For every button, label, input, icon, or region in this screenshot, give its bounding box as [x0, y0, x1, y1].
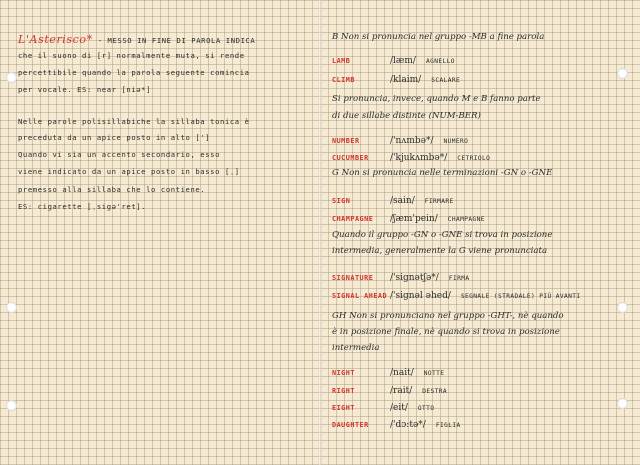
italian-translation: NOTTE — [423, 370, 445, 377]
right-page — [332, 0, 622, 465]
italian-translation: DESTRA — [422, 388, 447, 395]
ipa-transcription: /rait/ — [390, 386, 413, 396]
english-word: LAMB — [332, 57, 351, 65]
note-line — [18, 34, 255, 45]
word-row — [332, 130, 468, 146]
word-row — [332, 50, 455, 66]
english-word: CHAMPAGNE — [332, 215, 374, 223]
italian-translation: NUMERO — [443, 138, 469, 145]
ipa-transcription: /'signətʃə*/ — [390, 273, 439, 283]
english-word: SIGNATURE — [332, 274, 374, 282]
word-row — [332, 397, 434, 413]
ipa-transcription: /ʃæm'pein/ — [390, 214, 438, 224]
italian-translation: FIGLIA — [435, 422, 461, 429]
rule-heading: B Non si pronuncia nel gruppo -MB a fine parola — [332, 32, 545, 42]
word-row — [332, 380, 447, 396]
italian-translation: FIRMA — [448, 275, 470, 282]
word-row — [332, 208, 485, 224]
rule-heading: G Non si pronuncia nelle terminazioni -GN o -GNE — [332, 168, 553, 178]
note-text: - MESSO IN FINE DI PAROLA INDICA — [92, 36, 256, 45]
word-row — [332, 267, 469, 283]
rule-heading: Si pronuncia, invece, quando M e B fanno parte — [332, 94, 541, 104]
english-word: CUCUMBER — [332, 154, 369, 162]
note-line: Quando vi sia un accento secondario, esso — [18, 150, 221, 159]
word-row — [332, 414, 461, 430]
italian-translation: OTTO — [417, 405, 435, 412]
word-row — [332, 69, 460, 85]
english-word: RIGHT — [332, 387, 355, 395]
note-line: premesso alla sillaba che lo contiene. — [18, 185, 206, 194]
italian-translation: SCALARE — [431, 77, 461, 84]
italian-translation: CETRIOLO — [457, 155, 491, 162]
english-word: DAUGHTER — [332, 421, 369, 429]
note-line: percettibile quando la parola seguente comincia — [18, 68, 250, 77]
note-line: ES: cigarette [ˌsigə'ret]. — [18, 202, 147, 211]
note-line: preceduta da un apice posto in alto ['] — [18, 133, 211, 142]
binder-hole — [6, 302, 17, 313]
ipa-transcription: /eit/ — [390, 403, 408, 413]
italian-translation: AGNELLO — [425, 58, 455, 65]
left-page — [18, 0, 314, 465]
binder-hole — [6, 400, 17, 411]
ipa-transcription: /nait/ — [390, 368, 414, 378]
english-word: SIGN — [332, 197, 351, 205]
note-line: per vocale. ES: near [niə*] — [18, 85, 152, 94]
rule-heading: è in posizione finale, nè quando si trova in posizione — [332, 327, 560, 337]
note-line: viene indicato da un apice posto in basso [ˌ] — [18, 167, 240, 176]
ipa-transcription: /klaim/ — [390, 75, 422, 85]
rule-heading: Quando il gruppo -GN o -GNE si trova in posizione — [332, 230, 553, 240]
italian-translation: CHAMPAGNE — [447, 216, 485, 223]
ipa-transcription: /'kjukʌmbə*/ — [390, 153, 448, 163]
rule-heading: intermedia, generalmente la G viene pronunciata — [332, 246, 548, 256]
asterisk-term: L'Asterisco* — [18, 33, 93, 46]
rule-heading: intermedia — [332, 343, 380, 353]
word-row — [332, 285, 581, 301]
word-row — [332, 190, 454, 206]
english-word: SIGNAL AHEAD — [332, 292, 388, 300]
english-word: CLIMB — [332, 76, 355, 84]
ipa-transcription: /'signəl əhed/ — [390, 291, 451, 301]
binder-hole — [6, 72, 17, 83]
note-line: Nelle parole polisillabiche la sillaba tonica è — [18, 117, 250, 126]
italian-translation: FIRMARE — [424, 198, 454, 205]
note-line: che il suono di [r] normalmente muta, si rende — [18, 51, 245, 60]
ipa-transcription: /'dɔ:tə*/ — [390, 420, 426, 430]
word-row — [332, 147, 490, 163]
ipa-transcription: /læm/ — [390, 56, 416, 66]
rule-heading: GH Non si pronunciano nel gruppo -GHT-, nè quando — [332, 311, 564, 321]
word-row — [332, 362, 444, 378]
english-word: NIGHT — [332, 369, 355, 377]
italian-translation: SEGNALE (STRADALE) PIÙ AVANTI — [460, 293, 581, 300]
rule-heading: di due sillabe distinte (NUM-BER) — [332, 111, 481, 121]
ipa-transcription: /'nʌmbə*/ — [390, 136, 434, 146]
english-word: NUMBER — [332, 137, 360, 145]
ipa-transcription: /sain/ — [390, 196, 415, 206]
english-word: EIGHT — [332, 404, 355, 412]
page-fold — [318, 0, 322, 465]
